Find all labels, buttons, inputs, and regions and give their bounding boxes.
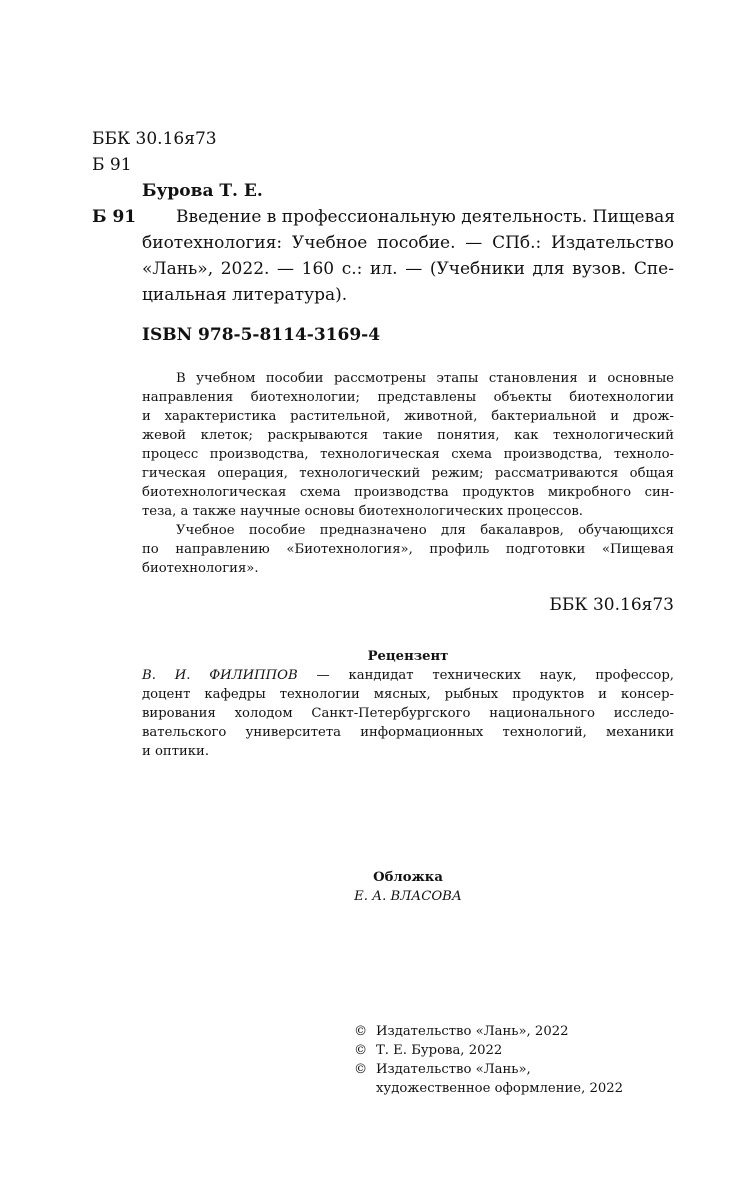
copyright-block xyxy=(354,1022,674,1098)
copyright-text: Издательство «Лань», xyxy=(376,1062,531,1077)
abstract-line: биотехнологическая схема производства продуктов микробного син- xyxy=(142,485,674,500)
abstract-line: В учебном пособии рассмотрены этапы становления и основные xyxy=(176,371,674,386)
cover-heading: Обложка xyxy=(373,870,443,885)
reviewer-line: и оптики. xyxy=(142,744,210,759)
copyright-text: Т. Е. Бурова, 2022 xyxy=(376,1043,503,1058)
copyright-text: Издательство «Лань», 2022 xyxy=(376,1024,569,1039)
bibliographic-description xyxy=(142,204,674,308)
author-name: Бурова Т. Е. xyxy=(142,181,263,201)
reviewer-line-text: — кандидат технических наук, профессор, xyxy=(316,668,674,683)
copyright-symbol: © xyxy=(354,1024,368,1039)
bbk-index-top: ББК 30.16я73 xyxy=(92,129,217,149)
copyright-symbol: © xyxy=(354,1062,368,1077)
bibliographic-line: циальная литература). xyxy=(142,285,348,305)
abstract-line: и характеристика растительной, животной, бактериальной и дрож- xyxy=(142,409,674,424)
reviewer-line: вирования холодом Санкт-Петербургского национального исследо- xyxy=(142,706,674,721)
copyright-symbol: © xyxy=(354,1043,368,1058)
bibliographic-line: Введение в профессиональную деятельность. Пищевая xyxy=(176,207,676,227)
reviewer-line: доцент кафедры технологии мясных, рыбных продуктов и консер- xyxy=(142,687,674,702)
reviewer-line: вательского университета информационных технологий, механики xyxy=(142,725,674,740)
copyright-continuation: художественное оформление, 2022 xyxy=(376,1081,624,1096)
copyright-line xyxy=(354,1022,569,1041)
abstract-line: теза, а также научные основы биотехнологических процессов. xyxy=(142,504,584,519)
abstract-line: по направлению «Биотехнология», профиль подготовки «Пищевая xyxy=(142,542,674,557)
bibliographic-line: биотехнология: Учебное пособие. — СПб.: Издательство xyxy=(142,233,674,253)
abstract-line: гическая операция, технологический режим; рассматриваются общая xyxy=(142,466,674,481)
abstract-line: направления биотехнологии; представлены объекты биотехнологии xyxy=(142,390,674,405)
bibliographic-line: «Лань», 2022. — 160 с.: ил. — (Учебники для вузов. Спе- xyxy=(142,259,674,279)
abstract-line: жевой клеток; раскрываются такие понятия, как технологический xyxy=(142,428,674,443)
reviewer-name: В. И. ФИЛИППОВ xyxy=(142,668,298,683)
bbk-index-bottom: ББК 30.16я73 xyxy=(549,595,674,615)
reviewer-block xyxy=(142,666,674,762)
abstract-line: Учебное пособие предназначено для бакалавров, обучающихся xyxy=(176,523,674,538)
author-mark-top: Б 91 xyxy=(92,155,132,175)
abstract-line: биотехнология». xyxy=(142,561,259,576)
copyright-line xyxy=(354,1041,502,1060)
entry-mark: Б 91 xyxy=(92,207,137,227)
copyright-line xyxy=(354,1060,531,1079)
isbn: ISBN 978-5-8114-3169-4 xyxy=(142,325,381,345)
abstract xyxy=(142,369,674,579)
abstract-line: процесс производства, технологическая схема производства, техноло- xyxy=(142,447,674,462)
reviewer-heading: Рецензент xyxy=(367,649,449,664)
reviewer-line xyxy=(142,666,674,685)
cover-designer: Е. А. ВЛАСОВА xyxy=(354,889,462,904)
